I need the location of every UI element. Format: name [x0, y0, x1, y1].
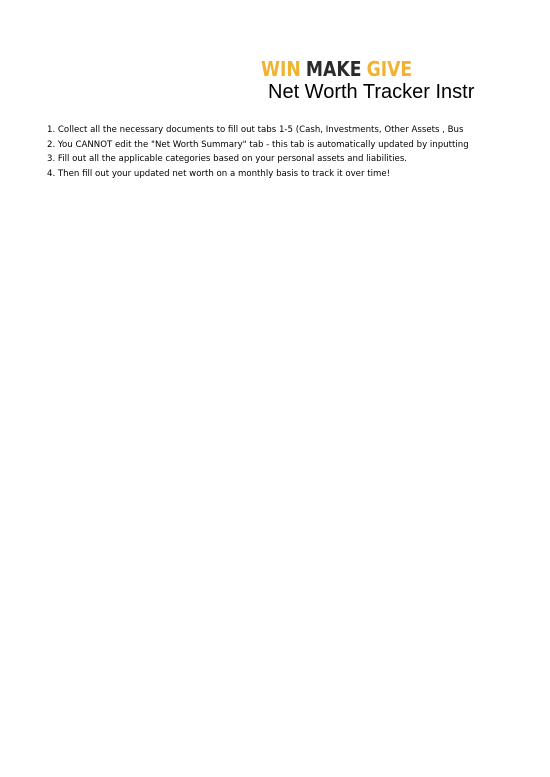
instruction-item: 1. Collect all the necessary documents to fill out tabs 1-5 (Cash, Investments, Other Assets , Bus — [47, 125, 464, 135]
logo-word-give: GIVE — [366, 57, 413, 81]
logo-word-make: MAKE — [305, 57, 362, 81]
logo-word-win: WIN — [261, 57, 301, 81]
page-title: Net Worth Tracker Instr — [268, 81, 475, 103]
instructions-list — [47, 123, 469, 181]
instruction-item: 4. Then fill out your updated net worth on a monthly basis to track it over time! — [47, 168, 391, 179]
instruction-item: 2. You CANNOT edit the "Net Worth Summary" tab - this tab is automatically updated by inputting — [47, 139, 469, 150]
instruction-item: 3. Fill out all the applicable categories based on your personal assets and liabilities. — [47, 154, 408, 165]
